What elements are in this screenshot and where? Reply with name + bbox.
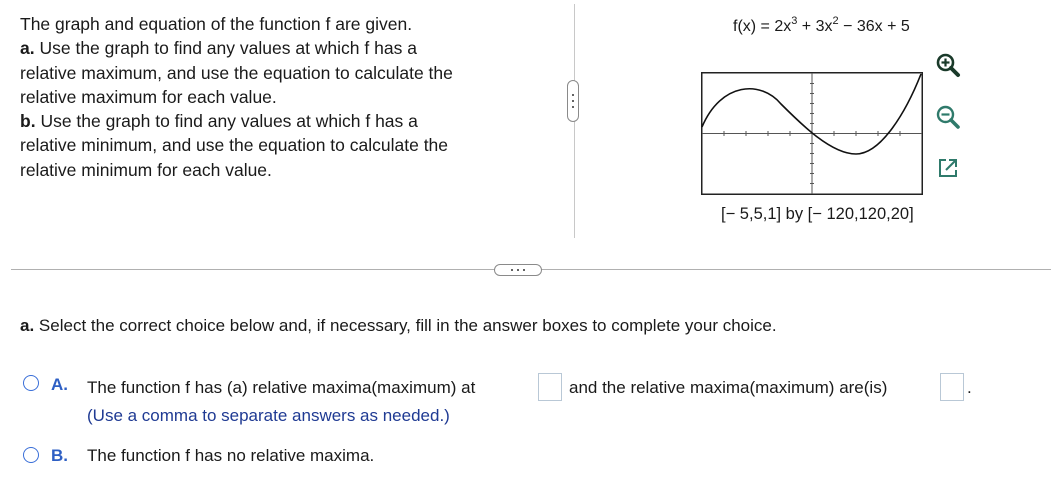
equation-prefix: f(x) = 2x: [733, 18, 792, 35]
part-b-line-3: relative minimum for each value.: [20, 159, 272, 180]
part-b-label: b.: [20, 111, 36, 132]
choice-b-letter[interactable]: B.: [51, 446, 68, 465]
question-prompt: Select the correct choice below and, if necessary, fill in the answer boxes to complete your choice.: [38, 316, 777, 335]
part-b-line-2: relative minimum, and use the equation to calculate the: [20, 135, 449, 156]
part-b-line-1: Use the graph to find any values at which f has a: [40, 111, 418, 132]
viewing-window: [− 5,5,1] by [− 120,120,20]: [721, 205, 914, 223]
answer-box-max-value[interactable]: [940, 373, 964, 401]
zoom-in-icon[interactable]: [933, 50, 963, 80]
answer-box-max-x[interactable]: [538, 373, 562, 401]
part-a-line-3: relative maximum for each value.: [20, 86, 277, 107]
problem-statement: [20, 12, 540, 182]
choice-b-radio[interactable]: [23, 447, 39, 463]
choice-a-hint: (Use a comma to separate answers as needed.): [87, 406, 450, 425]
choice-a-radio[interactable]: [23, 375, 39, 391]
choice-a-text-2: and the relative maxima(maximum) are(is): [569, 378, 888, 397]
choice-a-letter[interactable]: A.: [51, 375, 68, 394]
part-a-instruction: [20, 36, 540, 60]
part-a-line-1: Use the graph to find any values at which f has a: [39, 38, 417, 59]
function-graph: [701, 72, 923, 195]
part-a-label: a.: [20, 38, 35, 59]
equation-suffix: − 36x + 5: [838, 18, 910, 35]
zoom-out-icon[interactable]: [933, 102, 963, 132]
choice-a-text-1: The function f has (a) relative maxima(maximum) at: [87, 378, 476, 397]
part-a-line-2: relative maximum, and use the equation to calculate the: [20, 62, 453, 83]
question-part-label: a.: [20, 316, 35, 335]
expand-icon[interactable]: [933, 153, 963, 183]
vertical-resize-handle[interactable]: [567, 80, 579, 122]
choice-a-period: .: [967, 378, 972, 397]
problem-intro: The graph and equation of the function f are given.: [20, 14, 413, 34]
equation-exponent-3: 3: [791, 15, 798, 27]
equation-middle: + 3x: [797, 18, 833, 35]
part-b-instruction: [20, 109, 540, 133]
part-a-prompt: [20, 316, 777, 336]
equation-exponent-2: 2: [832, 15, 839, 27]
horizontal-resize-handle[interactable]: [494, 264, 542, 276]
choice-b-text[interactable]: The function f has no relative maxima.: [87, 446, 375, 465]
function-equation: [733, 15, 910, 36]
